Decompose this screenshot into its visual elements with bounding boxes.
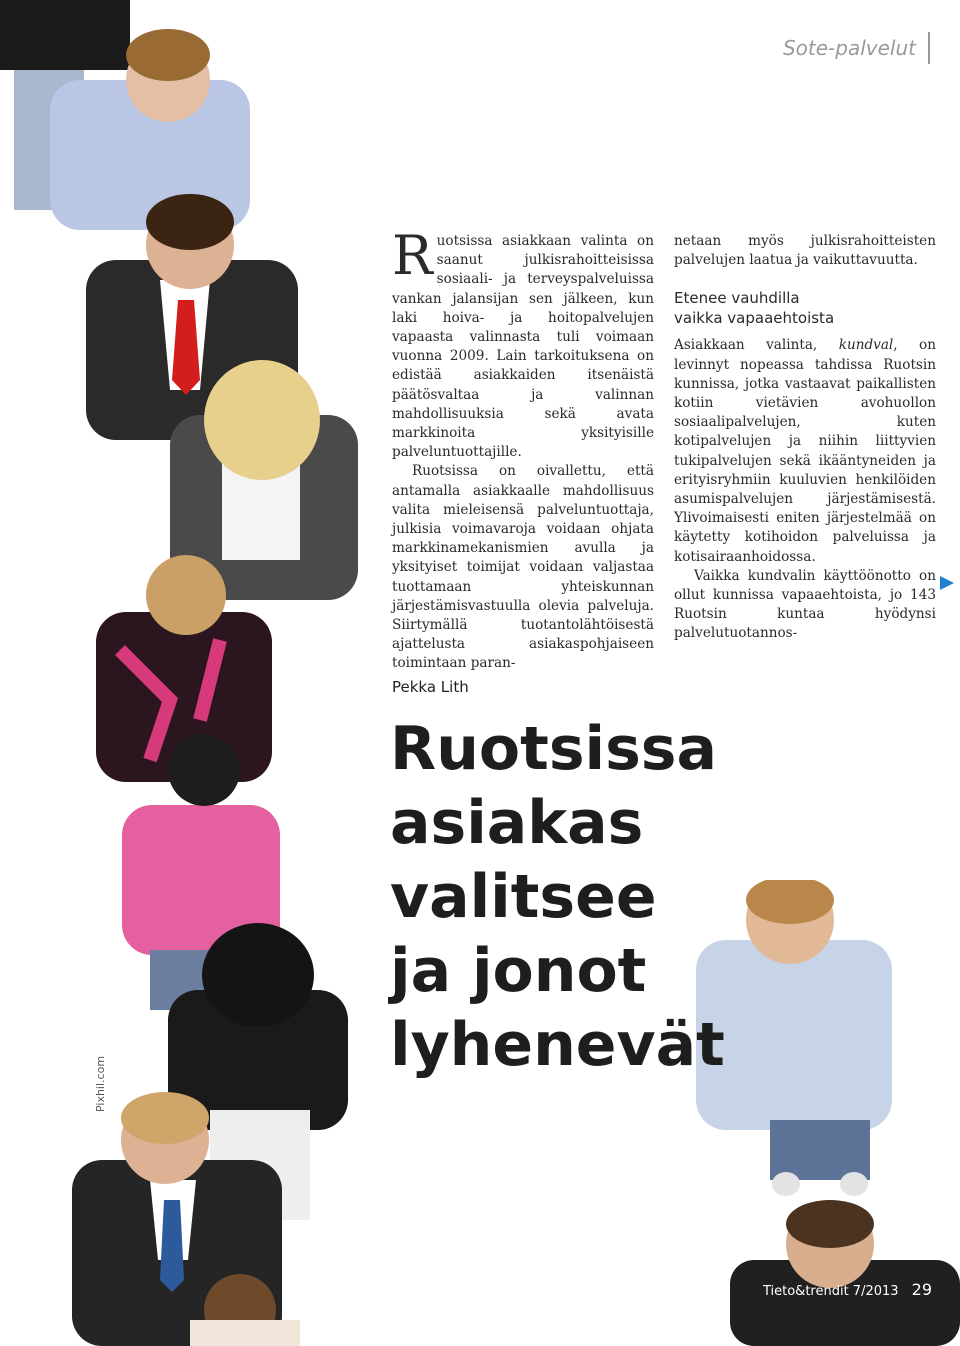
paragraph-4: [674, 336, 936, 566]
page-footer: [763, 1280, 932, 1299]
section-divider: [928, 32, 930, 64]
subheading: [674, 288, 936, 328]
paragraph-3: netaan myös julkisrahoitteisten palvelujen laatua ja vaikuttavuutta.: [674, 233, 936, 269]
subheading-line-1: Etenee vauhdilla: [674, 289, 800, 308]
dropcap: R: [392, 224, 433, 287]
paragraph-1: [392, 224, 654, 462]
paragraph-4-term: kundval: [838, 337, 894, 354]
continue-arrow-icon: [940, 576, 954, 590]
article-headline: [390, 712, 930, 1082]
section-label: Sote-palvelut: [782, 36, 916, 60]
person-dark-suit: [730, 1200, 960, 1346]
headline-line-4: lyhenevät: [390, 1010, 725, 1080]
headline-line-1: Ruotsissa: [390, 714, 718, 784]
author-byline: Pekka Lith: [392, 678, 469, 696]
article-column-2: [674, 232, 936, 644]
paragraph-5: Vaikka kundvalin käyttöönotto on ollut kunnissa vapaaehtoista, jo 143 Ruotsin kuntaa hyödynsi palvelutuotannos-: [674, 567, 936, 642]
page-number: 29: [911, 1280, 932, 1299]
people-queue-photo: [0, 0, 380, 1346]
paragraph-1-text: uotsissa asiakkaan valinta on saanut julkisrahoitteisissa sosiaali- ja terveyspalveluissa vankan jalansijan sen jälkeen, kun laki hoiva- ja hoitopalvelujen vapaasta valinnasta tuli voimaan vuonna 2009. Lain tarkoituksena on edistää asiakkaiden itsenäistä päätösvaltaa ja valinnan mahdollisuuksia sekä avata markkinoita yksityisille palveluntuottajille.: [392, 233, 654, 461]
paragraph-4-start: Asiakkaan valinta,: [674, 337, 839, 354]
headline-line-2: asiakas valitsee: [390, 788, 657, 932]
subheading-line-2: vaikka vapaaehtoista: [674, 309, 835, 328]
article-column-1: [392, 224, 654, 674]
photo-credit: Pixhil.com: [94, 1055, 107, 1112]
paragraph-4-rest: , on levinnyt nopeassa tahdissa Ruotsin kunnissa, jotka vastaavat paikallisten kotiin vietävien avohuollon sosiaalipalvelujen, kuten kotipalvelujen ja niihin liittyvien tukipalvelujen sekä ikääntyneiden ja erityisryhmiin kuuluvien henkilöiden asumispalvelujen järjestämisestä. Ylivoimaisesti eniten järjestelmää on käytetty kotihoidon palveluissa ja kotisairaanhoidossa.: [674, 337, 936, 565]
publication-name: Tieto&trendit 7/2013: [762, 1284, 899, 1299]
headline-line-3: ja jonot: [390, 936, 647, 1006]
paragraph-2: Ruotsissa on oivallettu, että antamalla asiakkaalle mahdollisuus valita mieleisensä palveluntuottaja, julkisia voimavaroja voidaan ohjata markkinamekanismien avulla ja yksityiset toimijat voidaan valjastaa tuottamaan yhteiskunnan järjestämisvastuulla olevia palveluja. Siirtymällä tuotantolähtöisestä ajattelusta asiakaspohjaiseen toimintaan paran-: [392, 463, 654, 672]
